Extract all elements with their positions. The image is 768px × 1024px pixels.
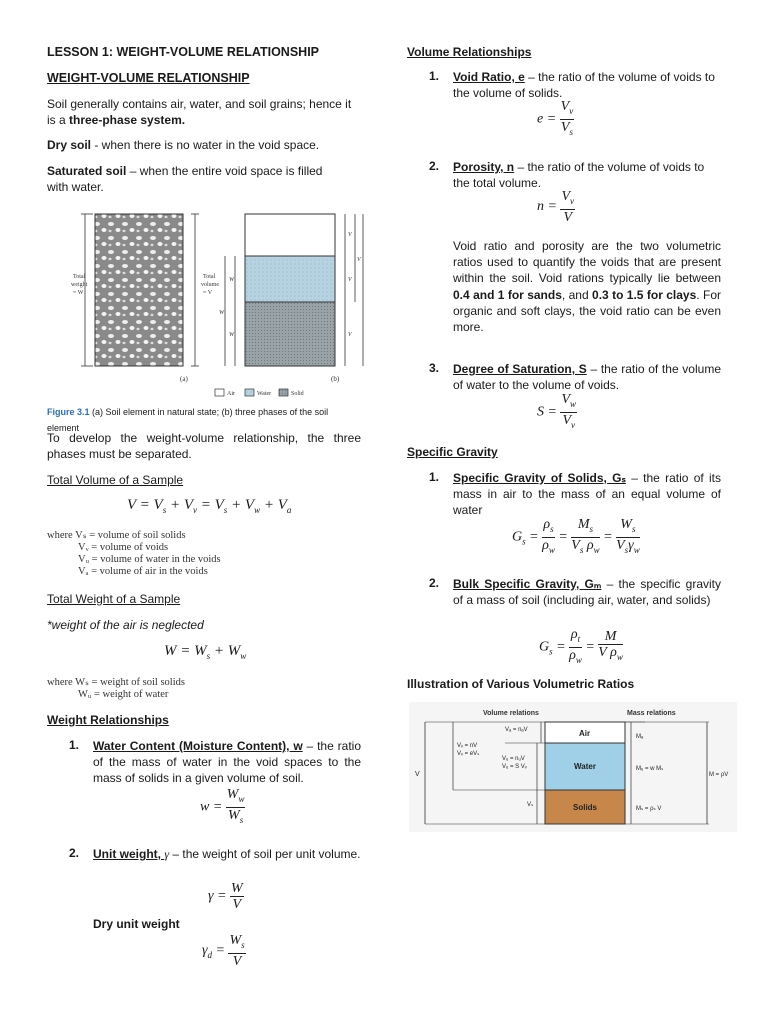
sg-solids-number: 1. bbox=[429, 470, 440, 484]
volumetric-ratios-svg bbox=[409, 702, 737, 832]
void-ratio-equation: e = $\frac{V_v}{V_s}$ bbox=[537, 99, 574, 137]
weight-def-row: where Wₛ = weight of soil solids bbox=[47, 677, 185, 688]
lesson-title: LESSON 1: WEIGHT-VOLUME RELATIONSHIP bbox=[47, 45, 320, 59]
water-content-equation: w = $\frac{W_w}{W_s}$ bbox=[200, 787, 245, 825]
svg-text:weight: weight bbox=[71, 282, 88, 288]
soil-phase-figure bbox=[65, 206, 365, 416]
ma-label: Mₐ bbox=[636, 734, 644, 740]
total-weight-equation: $W = W_s + W_w$ bbox=[164, 643, 247, 661]
dry-soil-definition: Dry soil - when there is no water in the void space. bbox=[47, 138, 320, 152]
weight-relationships-heading: Weight Relationships bbox=[47, 713, 169, 727]
unit-weight-equation: γ = $\frac{W}{V}$ bbox=[208, 881, 243, 912]
legend-water-swatch bbox=[245, 389, 254, 396]
sg-solids-equation: $G_s$ = $\frac{\rho_s}{\rho_w}$ = $\frac{M_s}{V_s \rho_w}$ = $\frac{W_s}{V_s\gamma_w}$ bbox=[512, 517, 640, 555]
svg-text:V: V bbox=[348, 332, 352, 338]
air-neglected-note: *weight of the air is neglected bbox=[47, 618, 204, 632]
soil-phase-diagram bbox=[65, 206, 365, 416]
sg-solids-definition: Specific Gravity of Solids, Gₛ – the ratio of its mass in air to the mass of an equal volume of water bbox=[453, 471, 721, 517]
dry-unit-weight-heading: Dry unit weight bbox=[93, 917, 180, 931]
water-label: Water bbox=[574, 762, 596, 771]
solids-label: Solids bbox=[573, 803, 598, 812]
develop-paragraph: To develop the weight-volume relationship, the three phases must be separated. bbox=[47, 431, 361, 461]
volume-def-row: Vₐ = volume of air in the voids bbox=[78, 566, 208, 577]
degree-saturation-number: 3. bbox=[429, 361, 440, 375]
vv2-label: Vᵥ = eVₛ bbox=[457, 751, 480, 757]
total-volume-equation: $V = V_s + V_v = V_s + V_w + V_a$ bbox=[127, 497, 292, 515]
va-label: Vₐ = nₐV bbox=[505, 727, 528, 733]
mass-relations-label: Mass relations bbox=[627, 710, 676, 717]
volume-definitions bbox=[47, 530, 221, 578]
degree-saturation-definition: Degree of Saturation, S – the ratio of the volume of water to the volume of voids. bbox=[453, 362, 721, 392]
air-label: Air bbox=[579, 729, 591, 738]
vw2-label: Vᵤ = S Vᵥ bbox=[502, 764, 527, 770]
svg-text:W: W bbox=[219, 310, 224, 316]
volume-relationships-heading: Volume Relationships bbox=[407, 45, 532, 59]
bulk-sg-equation: $G_s$ = $\frac{\rho_t}{\rho_w}$ = $\frac{M}{V \rho_w}$ bbox=[539, 627, 623, 665]
volume-def-row: Vᵥ = volume of voids bbox=[78, 542, 169, 553]
bulk-sg-number: 2. bbox=[429, 576, 440, 590]
volume-def-row: where Vₛ = volume of soil solids bbox=[47, 530, 186, 541]
porosity-equation: n = $\frac{V_v}{V}$ bbox=[537, 189, 575, 225]
figure-caption: Figure 3.1 (a) Soil element in natural state; (b) three phases of the soil element bbox=[47, 407, 329, 433]
specific-gravity-heading: Specific Gravity bbox=[407, 445, 498, 459]
svg-text:V: V bbox=[348, 232, 352, 238]
volume-def-row: Vᵤ = volume of water in the voids bbox=[78, 554, 221, 565]
porosity-definition: Porosity, n – the ratio of the volume of voids to the total volume. bbox=[453, 160, 705, 190]
weight-def-row: Wᵤ = weight of water bbox=[78, 689, 169, 700]
m-total-label: M = ρV bbox=[709, 772, 729, 778]
saturated-soil-definition: Saturated soil – when the entire void space is filled with water. bbox=[47, 164, 323, 194]
svg-text:V: V bbox=[348, 277, 352, 283]
legend-solid: Solid bbox=[291, 391, 304, 397]
intro-paragraph: Soil generally contains air, water, and soil grains; hence it is a three-phase system. bbox=[47, 97, 352, 127]
legend-solid-swatch bbox=[279, 389, 288, 396]
total-weight-heading: Total Weight of a Sample bbox=[47, 592, 181, 606]
porosity-number: 2. bbox=[429, 159, 440, 173]
unit-weight-definition: Unit weight, γ – the weight of soil per unit volume. bbox=[93, 847, 361, 861]
water-content-definition: Water Content (Moisture Content), w – the ratio of the mass of water in the void spaces to the mass of solids in a given volume of soil. bbox=[93, 739, 361, 785]
svg-text:W: W bbox=[229, 332, 234, 338]
fig-label-b: (b) bbox=[331, 375, 340, 383]
water-content-number: 1. bbox=[69, 738, 80, 752]
ms-label: Mₛ = ρₛ V bbox=[636, 806, 662, 812]
svg-text:W: W bbox=[229, 277, 234, 283]
legend-air-swatch bbox=[215, 389, 224, 396]
total-volume-heading: Total Volume of a Sample bbox=[47, 473, 184, 487]
unit-weight-number: 2. bbox=[69, 846, 80, 860]
svg-text:V: V bbox=[357, 257, 361, 263]
volumetric-ratios-diagram bbox=[409, 702, 737, 832]
legend-water: Water bbox=[257, 391, 272, 397]
degree-saturation-equation: S = $\frac{V_w}{V_v}$ bbox=[537, 392, 577, 430]
void-ratio-porosity-paragraph: Void ratio and porosity are the two volumetric ratios used to quantify the voids that are present within the soil. Void rations typically lie between 0.4 and 1 for sands, and 0.3 to 1.5 for clays. For organic and soft clays, the void ratio can be even more. bbox=[453, 239, 721, 335]
fig-label-a: (a) bbox=[180, 375, 188, 383]
legend-air: Air bbox=[227, 391, 235, 397]
weight-definitions bbox=[47, 677, 185, 701]
dry-unit-weight-equation: $\gamma_d$ = $\frac{W_s}{V}$ bbox=[202, 933, 245, 969]
svg-text:= W: = W bbox=[73, 290, 84, 296]
mw-label: Mᵤ = w Mₛ bbox=[636, 766, 664, 772]
bulk-sg-definition: Bulk Specific Gravity, Gₘ – the specific gravity of a mass of soil (including air, water, and solids) bbox=[453, 577, 721, 607]
illustration-heading: Illustration of Various Volumetric Ratios bbox=[407, 677, 635, 691]
vv1-label: Vᵥ = nV bbox=[457, 743, 478, 749]
vs-label: Vₛ bbox=[527, 802, 534, 808]
svg-text:= V: = V bbox=[203, 290, 213, 296]
void-ratio-definition: Void Ratio, e – the ratio of the volume of voids to the volume of solids. bbox=[453, 70, 715, 100]
section-title: WEIGHT-VOLUME RELATIONSHIP bbox=[47, 71, 250, 85]
svg-text:Total: Total bbox=[203, 274, 216, 280]
svg-text:volume: volume bbox=[201, 282, 219, 288]
vw1-label: Vᵤ = nᵤV bbox=[502, 756, 525, 762]
vol-relations-label: Volume relations bbox=[483, 710, 539, 717]
svg-text:Total: Total bbox=[73, 274, 86, 280]
void-ratio-number: 1. bbox=[429, 69, 440, 83]
v-total-label: V bbox=[415, 771, 420, 778]
